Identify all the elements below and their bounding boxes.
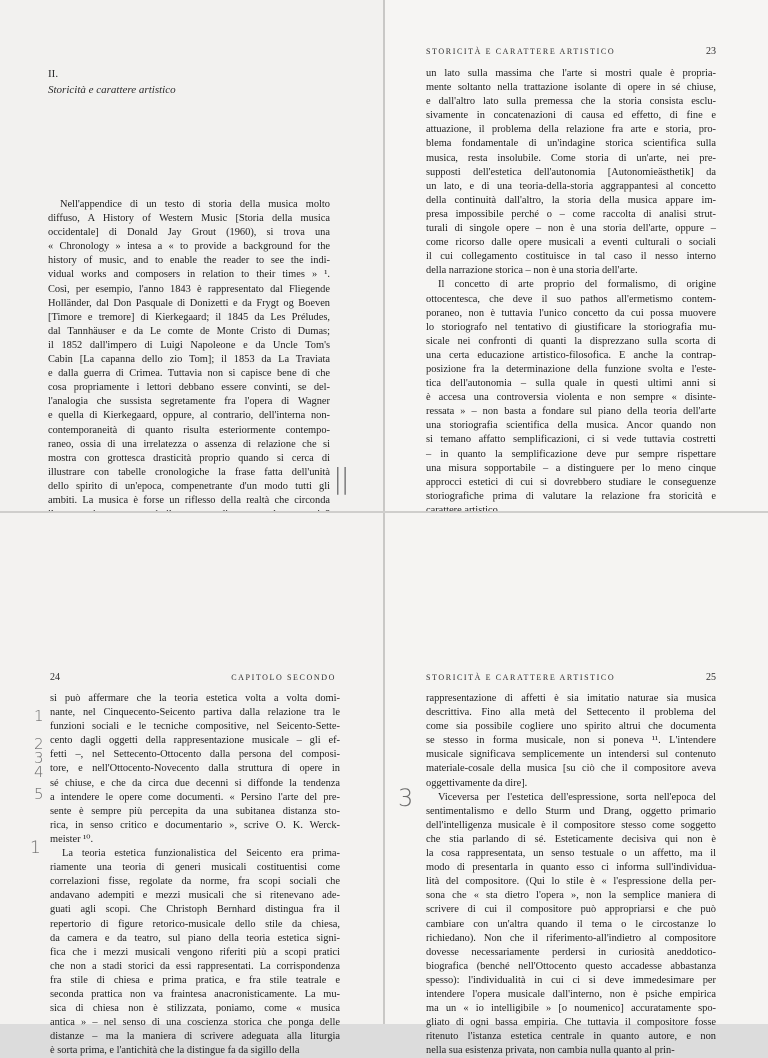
page-25-text: [426, 692, 716, 1058]
text-line: posizione fra la determinazione della funzione svolta e l'este-: [426, 363, 716, 375]
text-line: scrivere di cui il compositore può appropriarsi e che può: [426, 904, 716, 916]
text-line: nella sua esistenza privata, non cambia nulla quanto al prin-: [426, 1045, 675, 1057]
text-line: tica dell'autonomia – sulla quale in questi ultimi anni si: [426, 378, 716, 390]
text-line: rica, in senso critico e documentario », scrive O. K. Werck-: [50, 819, 340, 831]
text-line: che non a stadi storici da essi rappresentati. La corrispondenza: [50, 960, 340, 972]
text-line: come sia possibile cogliere uno spirito altrui che documenta: [426, 721, 716, 733]
text-line: blema fondamentale di un'indagine storica scientifica sulla: [426, 138, 716, 150]
text-line: antica » – nel senso di una coscienza storica che ponga delle: [50, 1017, 340, 1029]
text-line: il cui collegamento costituisce in tal caso il nesso interno: [426, 251, 716, 263]
text-line: illustrare con tabelle cronologiche la frase fatta dell'unità: [48, 466, 330, 478]
text-line: raneo, ossia di una irrelatezza o assenza di relazione che si: [48, 438, 330, 450]
text-line: oggettivamente da dire].: [426, 777, 528, 789]
text-line: riamente una teoria di generi musicali costituentisi come: [50, 862, 340, 874]
margin-pencil-number: 3: [34, 749, 44, 767]
text-line: [Timore e tremore] di Kierkegaard; il 1845 da Les Préludes,: [48, 311, 330, 323]
text-line: un lato sulla massima che l'arte si mostri quale è propria-: [426, 68, 716, 79]
text-line: guati agli scopi. Che Christoph Bernhard distingua fra il: [50, 904, 340, 916]
text-line: gliato di ogni bassa empiria. Che tuttavia il compositore fosse: [426, 1017, 716, 1029]
text-line: e dalla guerra di Crimea. Tuttavia non si capisce bene di che: [48, 368, 330, 380]
chapter-number: II.: [48, 68, 59, 80]
text-line: fra stile di chiesa e prima pratica, e fra stile teatrale e: [50, 974, 340, 986]
margin-pencil-number: 3: [398, 784, 414, 812]
text-line: richiedano). Non che il riferimento-all'indietro al compositore: [426, 932, 716, 944]
text-line: lo storiografo nel tentativo di giustificare la storiografia mu-: [426, 321, 716, 333]
text-line: intendere l'opera musicale dall'interno, non è psiche empirica: [426, 988, 716, 1000]
text-line: supposti dell'estetica dell'autonomia [Autonomieästhetik] da: [426, 166, 716, 178]
text-line: Holländer, dal Don Pasquale di Donizetti e da Frygt og Boeven: [48, 297, 330, 309]
text-line: lità del compositore. (Qui lo stile è « l'espressione della per-: [426, 876, 716, 888]
text-line: a intendere le opere come documenti. « Persino l'arte del pre-: [50, 791, 340, 803]
margin-pencil-number: 1: [30, 838, 41, 858]
text-line: ambiti. La musica è forse un riflesso della realtà che circonda: [48, 494, 330, 506]
text-line: sicale nei confronti di quanti la disprezzano sulla scorta di: [426, 335, 716, 347]
text-line: correlazioni fisse, regolate da norme, fra scopi sociali che: [50, 876, 340, 888]
text-line: Così, per esempio, l'anno 1843 è rappresentato dal Fliegende: [48, 283, 330, 295]
text-line: musicale significava semplicemente un intendersi sul contenuto: [426, 749, 716, 761]
text-line: approcci estetici di cui si dovrebbero studiare le conseguenze: [426, 476, 716, 488]
text-line: « Chronology » intesa a « to provide a background for the: [48, 241, 330, 253]
text-line: dovesse necessariamente perdersi in curiosità aneddotico-: [426, 946, 716, 958]
text-line: distanze – ma la maniera di scrivere adeguata alla liturgia: [50, 1031, 340, 1043]
margin-pencil-number: 5: [34, 785, 44, 803]
text-line: Viceversa per l'estetica dell'espressione, sorta nell'epoca del: [438, 791, 716, 803]
text-line: contemporaneità di quanto risulta esteriormente contempo-: [48, 424, 330, 436]
spread-divider: [0, 511, 768, 513]
text-line: sentimentalismo e dello Sturm und Drang, oggetto primario: [426, 805, 716, 817]
text-line: ressata » – non basta a fondare sul piano della teoria dell'arte: [426, 406, 716, 418]
text-line: funzioni sociali e le tecniche compositive, nel Seicento-Sette-: [50, 721, 340, 733]
text-line: fica che i mezzi musicali vengono riferiti più a scopi pratici: [50, 946, 340, 958]
chapter-title: Storicità e carattere artistico: [48, 84, 176, 96]
text-line: della continuità dall'altro, la storia della musica appare im-: [426, 194, 716, 206]
text-line: poraneo, non è tuttavia l'unico concetto da cui possa muovere: [426, 307, 716, 319]
text-line: che stia parlando di sé. Esteticamente decisiva qui non è: [426, 833, 716, 845]
text-line: Il concetto di arte proprio del formalismo, di origine: [438, 279, 716, 291]
text-line: ma un « io intelligibile » [o noumenico] accuratamente spo-: [426, 1003, 716, 1015]
text-line: è sorta prima, e l'antichità che la distingue fa da sigillo della: [50, 1045, 300, 1057]
text-line: mostra con grottesca drasticità proprio quando si cerca di: [48, 452, 330, 464]
text-line: ritenuto l'istanza estetica centrale in quanto autore, e non: [426, 1031, 716, 1043]
page-number: 23: [706, 46, 716, 57]
text-line: vidual works and composers in relation to their times » ¹.: [48, 269, 330, 281]
text-line: dal Tannhäuser e da Le comte de Monte Cristo di Dumas;: [48, 325, 330, 337]
page-number: 25: [706, 672, 716, 683]
text-line: diffuso, A History of Western Music [Storia della musica: [48, 213, 330, 225]
page-22: [0, 0, 384, 512]
text-line: attuazione, il problema della relazione fra arte e storia, pro-: [426, 124, 716, 136]
text-line: biografica (benché nell'Ottocento questo accadesse abbastanza: [426, 960, 716, 972]
text-line: sona che « sta dietro l'opera », non la semplice maniera di: [426, 890, 716, 902]
margin-pencil-mark: ||: [333, 462, 348, 495]
text-line: e dall'altro lato sulla premessa che la storia consista esclu-: [426, 96, 716, 108]
text-line: cento dagli oggetti della rappresentazione musicale – gli ef-: [50, 735, 340, 747]
running-head-title: STORICITÀ E CARATTERE ARTISTICO: [426, 673, 616, 682]
text-line: la cosa rappresentata, un senso testuale o un affetto, ma il: [426, 848, 716, 860]
text-line: seconda prattica non va fraintesa anacronisticamente. La mu-: [50, 988, 340, 1000]
text-line: dell'intelligenza musicale è il compositore stesso come soggetto: [426, 819, 716, 831]
text-line: ottocentesca, che deve il suo pathos all'ermetismo contem-: [426, 293, 716, 305]
text-line: come ricorso dalle opere musicali a eventi culturali o sociali: [426, 237, 716, 249]
text-line: da camera e da teatro, sul piano della teoria estetica signi-: [50, 932, 340, 944]
text-line: mente soltanto nella trattazione isolante di opere in sé chiuse,: [426, 82, 716, 94]
text-line: La teoria estetica funzionalistica del Seicento era prima-: [62, 848, 340, 860]
margin-pencil-number: 1: [34, 707, 44, 725]
running-head-23: [426, 46, 716, 57]
text-line: occidentale] di Donald Jay Grout (1960), si trova una: [48, 227, 330, 239]
text-line: una storiografia scientifica della musica. Ancor quando non: [426, 420, 716, 432]
text-line: un lato, e di una teoria-della-storia aggrappantesi al concetto: [426, 180, 716, 192]
margin-pencil-number: 2: [34, 735, 44, 753]
text-line: una misura sopportabile – a distinguere per lo meno cinque: [426, 462, 716, 474]
text-line: dello spirito di un'epoca, compenetrante d'un modo tutti gli: [48, 480, 330, 492]
text-line: tore, e nell'Ottocento-Novecento dalla struttura di opere in: [50, 763, 340, 775]
text-line: se stesso in forma musicale, non si poneva ¹¹. L'intendere: [426, 735, 716, 747]
text-line: si può affermare che la teoria estetica volta a volta domi-: [50, 693, 340, 704]
running-head-25: [426, 672, 716, 683]
page-24-text: [50, 692, 340, 1058]
text-line: Nell'appendice di un testo di storia della musica molto: [60, 199, 330, 210]
text-line: andavano adempiti e mezzi musicali che si ritenevano ade-: [50, 890, 340, 902]
text-line: musica, resta insolubile. Come storia di un'arte, nei pre-: [426, 152, 716, 164]
text-line: una certa educazione artistico-filosofica. E anche la contrap-: [426, 349, 716, 361]
text-line: descrittiva. Fino alla metà del Settecento il problema del: [426, 707, 716, 719]
text-line: l'analogia che sussista segretamente fra l'opera di Wagner: [48, 396, 330, 408]
text-line: meister ¹⁰.: [50, 833, 94, 845]
text-line: sivamente in concatenazioni di causa ed effetto, di fine e: [426, 110, 716, 122]
text-line: sente è sempre più percepita da una subitanea distanza sto-: [50, 805, 340, 817]
text-line: repertorio di figure retorico-musicale dello stile da chiesa,: [50, 918, 340, 930]
text-line: storiografiche prima di valutare la relazione fra storicità e: [426, 490, 716, 502]
text-line: history of music, and to enable the reader to see the indi-: [48, 255, 330, 267]
page-number: 24: [50, 672, 60, 683]
running-head-title: STORICITÀ E CARATTERE ARTISTICO: [426, 47, 616, 56]
text-line: e quella di Kierkegaard, oppure, al contrario, dell'interna non-: [48, 410, 330, 422]
text-line: della narrazione storica – non è una storia dell'arte.: [426, 265, 638, 277]
margin-pencil-number: 4: [34, 763, 44, 781]
text-line: sica di chiesa non è stilizzata, poniamo, come « musica: [50, 1003, 340, 1015]
text-line: fetti –, nel Settecento-Ottocento dalla persona del composi-: [50, 749, 340, 761]
text-line: cosa propriamente i lettori debbano essere convinti, se del-: [48, 382, 330, 394]
text-line: il 1852 dall'impero di Luigi Napoleone e da Uncle Tom's: [48, 339, 330, 351]
text-line: è accesa una controversia violenta e non sempre « disinte-: [426, 392, 716, 404]
text-line: Cabin [La capanna dello zio Tom]; il 1853 da La Traviata: [48, 354, 330, 366]
text-line: presa impossibile perché o – come raccolta di analisi strut-: [426, 208, 716, 220]
text-line: spesso): l'individualità in cui ci si deve immedesimare per: [426, 974, 716, 986]
text-line: nante, nel Cinquecento-Seicento partiva dalla relazione tra le: [50, 707, 340, 719]
running-head-title: CAPITOLO SECONDO: [231, 673, 336, 682]
text-line: sé chiuse, e che da circa due decenni si diffonde la tendenza: [50, 777, 340, 789]
text-line: modo di presentarla in quanto esso ci informa sull'individua-: [426, 862, 716, 874]
text-line: – in quanto la semplificazione deve pur sempre rispettare: [426, 448, 716, 460]
running-head-24: [50, 672, 336, 683]
text-line: materiale-cosale della musica [su ciò che il compositore aveva: [426, 763, 716, 775]
text-line: turali di singole opere – non è una storia dell'arte, oppure –: [426, 223, 716, 235]
text-line: si temano affatto semplificazioni, ci si vede tuttavia costretti: [426, 434, 716, 446]
text-line: rappresentazione di affetti è sia imitatio naturae sia musica: [426, 693, 716, 704]
text-line: cambiare con un'altra quando il tema o le circostanze lo: [426, 918, 716, 930]
